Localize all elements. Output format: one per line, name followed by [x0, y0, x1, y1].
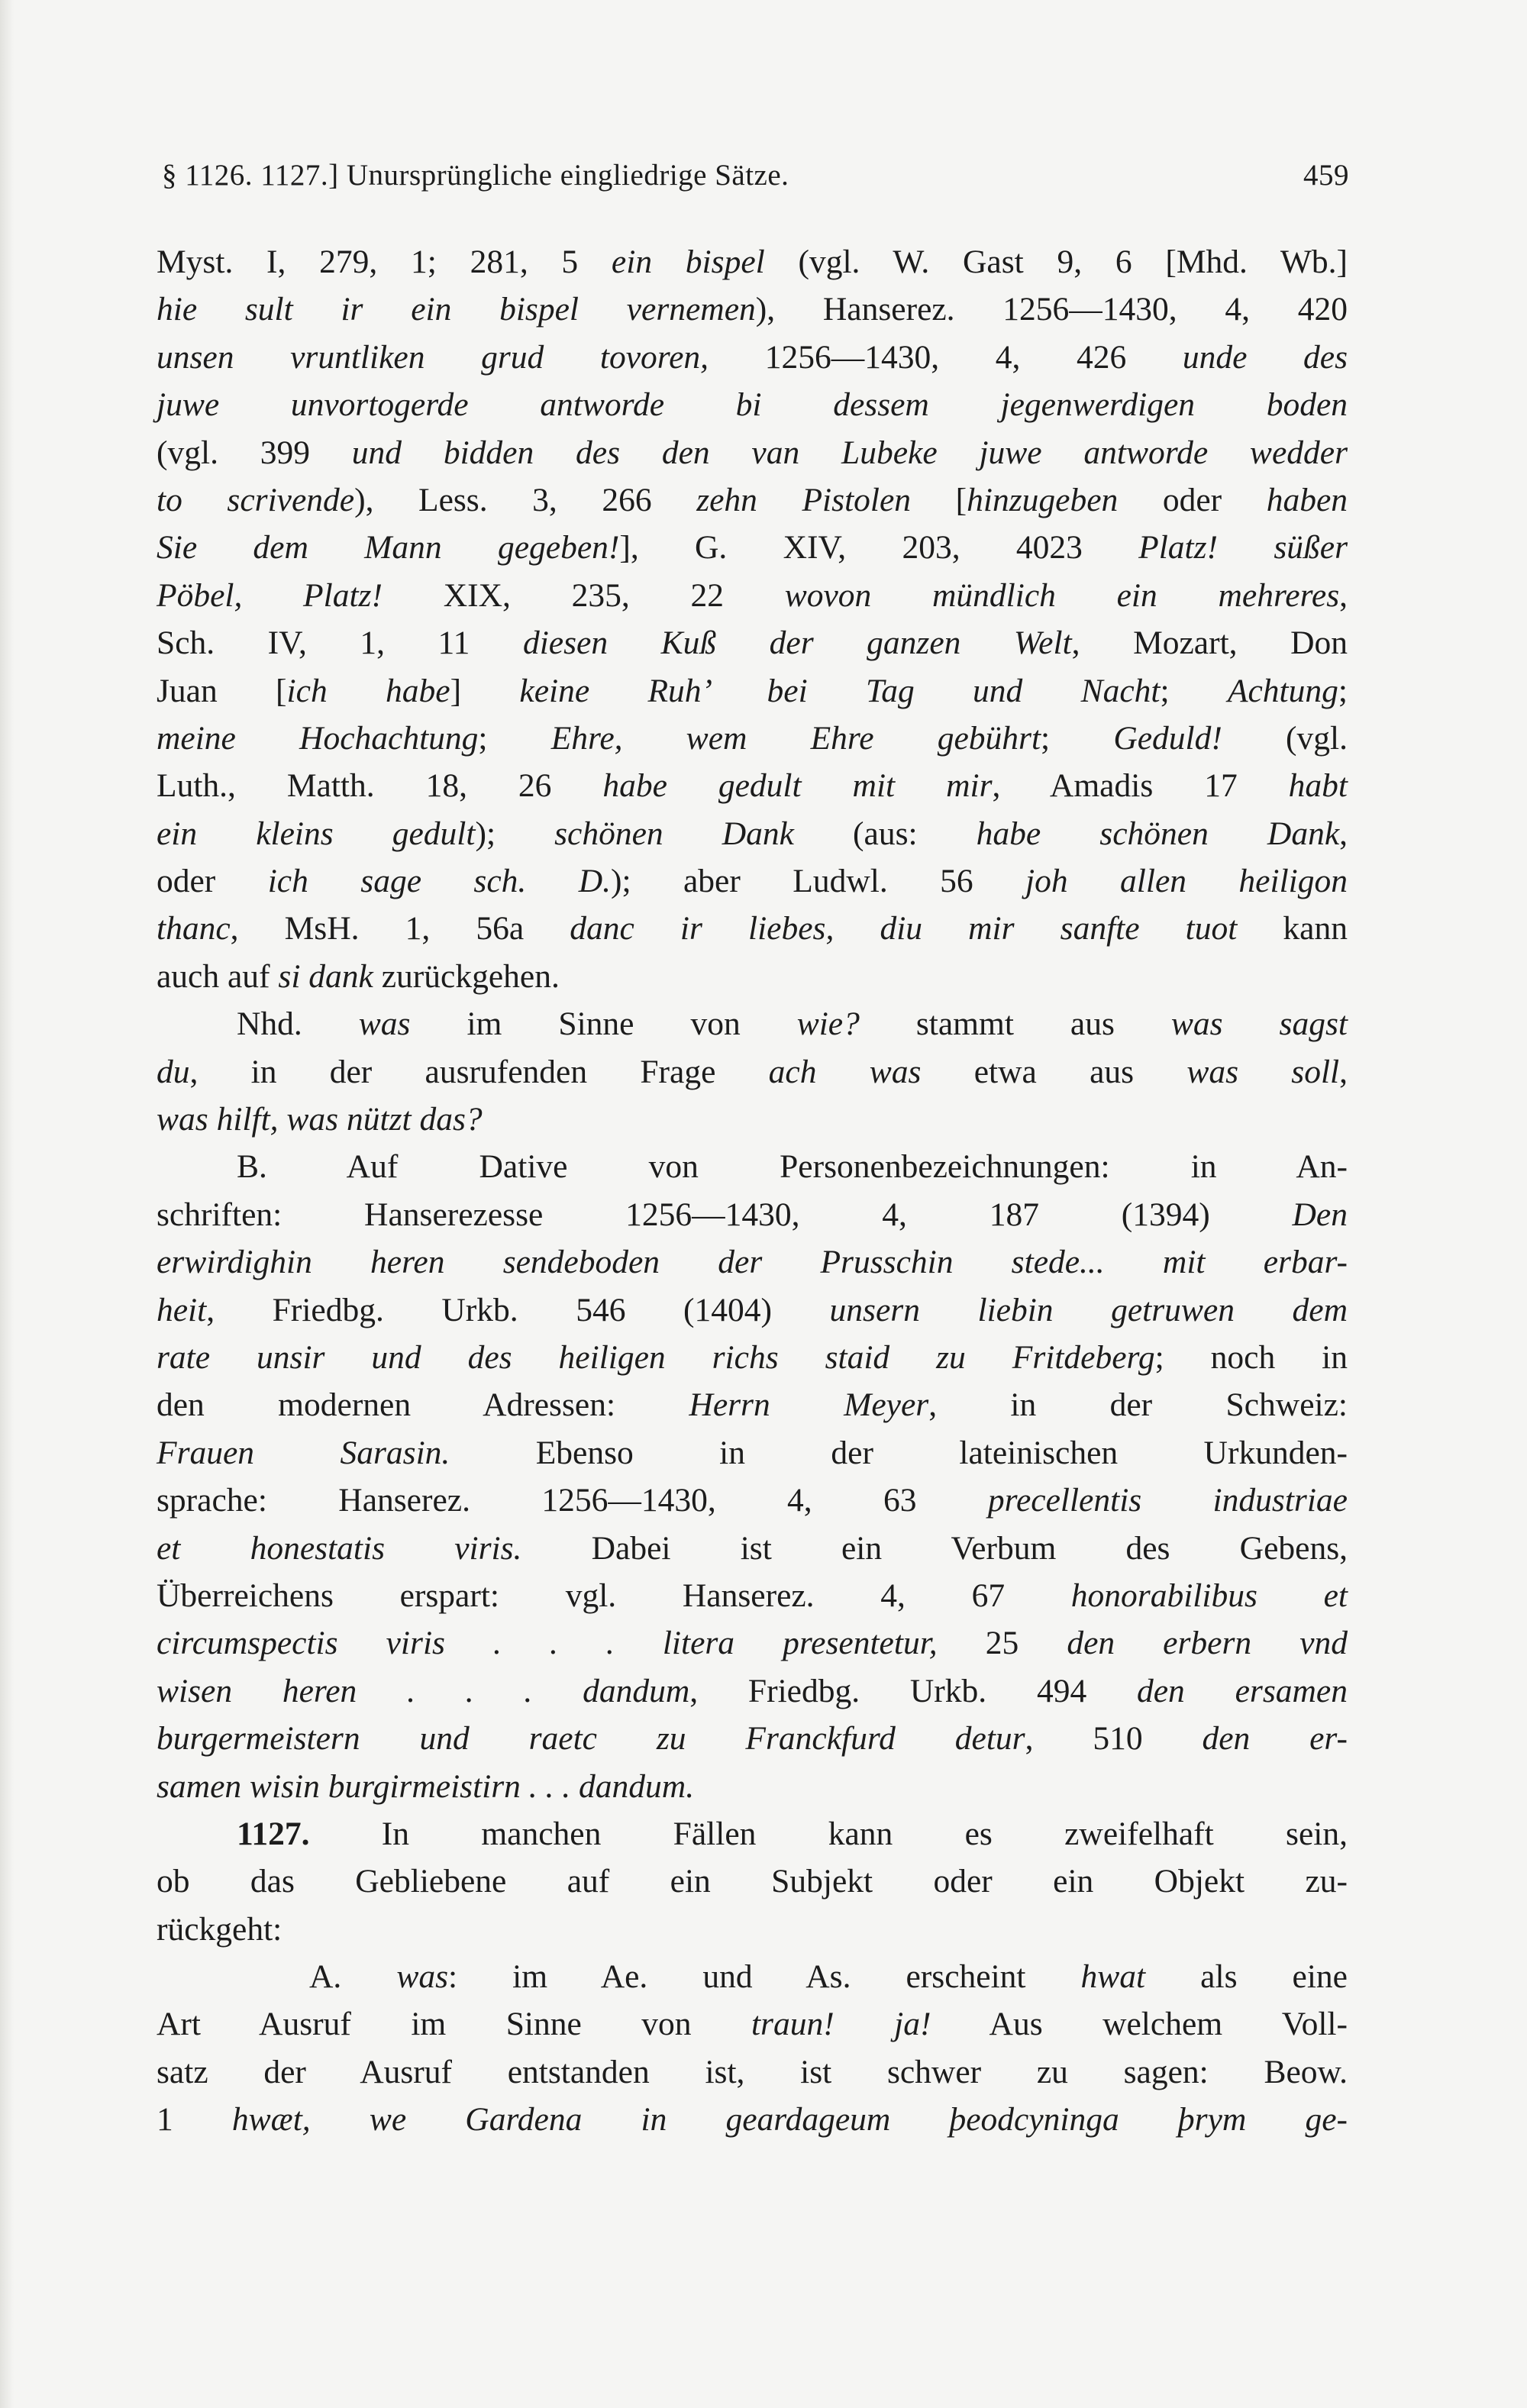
text-segment: Aus welchem Voll- — [931, 2006, 1348, 2043]
body-text — [157, 238, 1348, 2144]
text-segment: als eine — [1145, 1958, 1348, 1996]
text-segment: den modernen Adressen: — [157, 1386, 689, 1424]
text-segment: , MsH. 1, 56a — [230, 910, 570, 947]
italic-text: burgermeistern und raetc zu Franckfurd detur — [157, 1720, 1025, 1758]
running-title: § 1126. 1127.] Unursprüngliche eingliedrige Sätze. — [162, 159, 789, 192]
italic-text: ein bispel — [611, 244, 765, 280]
text-line — [157, 1286, 1348, 1334]
text-segment: ); aber Ludwl. 56 — [611, 863, 1026, 900]
text-line — [157, 1619, 1348, 1667]
italic-text: diesen Kuß der ganzen Welt — [522, 625, 1072, 662]
text-segment: , — [1339, 576, 1348, 614]
text-segment: Luth., Matth. 18, 26 — [157, 767, 603, 805]
text-line — [157, 1048, 1348, 1096]
italic-text: Frauen Sarasin. — [157, 1434, 450, 1471]
text-segment: ; noch in — [1154, 1338, 1348, 1376]
text-segment: [ — [911, 481, 967, 518]
text-line — [157, 429, 1348, 476]
italic-text: circumspectis viris . . . litera presentetur, — [157, 1625, 938, 1662]
text-line — [157, 1334, 1348, 1381]
italic-text: was — [396, 1958, 449, 1996]
text-segment: Art Ausruf im Sinne von — [157, 2006, 751, 2043]
text-line — [157, 1858, 1348, 1905]
italic-text: was soll — [1186, 1053, 1340, 1090]
italic-text: danc ir liebes, diu mir sanfte tuot — [570, 910, 1238, 947]
italic-text: Geduld! — [1113, 719, 1222, 757]
text-segment: ob das Gebliebene auf ein Subjekt oder ein Objekt zu- — [157, 1863, 1348, 1900]
text-line — [157, 334, 1348, 381]
italic-text: was sagst — [1170, 1005, 1348, 1043]
section-number: 1127. — [237, 1815, 310, 1852]
italic-text: und bidden des den van Lubeke juwe antworde wedder — [351, 434, 1348, 471]
text-line — [157, 1238, 1348, 1286]
text-segment: (vgl. W. Gast 9, 6 [Mhd. Wb.] — [764, 244, 1348, 280]
text-segment: ] — [450, 672, 520, 709]
text-segment: (vgl. — [1222, 719, 1348, 757]
text-segment: im Sinne von — [410, 1005, 797, 1043]
italic-text: et honestatis viris. — [157, 1529, 522, 1567]
italic-text: ach was — [768, 1053, 922, 1090]
italic-text: Herrn Meyer — [689, 1386, 929, 1424]
italic-text: ein kleins gedult — [157, 815, 476, 852]
italic-text: rate unsir und des heiligen richs staid zu Fritdeberg — [157, 1338, 1155, 1376]
page-number: 459 — [1303, 159, 1349, 192]
text-line — [157, 1715, 1348, 1762]
page-edge-shadow — [0, 0, 14, 2408]
italic-text: Sie dem Mann gegeben! — [157, 529, 620, 566]
italic-text: si dank — [278, 957, 373, 995]
italic-text: du — [157, 1053, 190, 1090]
text-line — [157, 1906, 1348, 1953]
text-segment: Myst. I, 279, 1; 281, 5 — [157, 244, 612, 280]
italic-text: thanc — [157, 910, 231, 947]
italic-text: den er- — [1202, 1720, 1348, 1758]
text-segment: satz der Ausruf entstanden ist, ist schwer zu sagen: Beow. — [157, 2053, 1348, 2090]
italic-text: wie? — [796, 1005, 860, 1043]
text-line — [157, 810, 1348, 857]
text-segment: ; — [478, 719, 551, 757]
text-line — [157, 286, 1348, 333]
text-line — [157, 715, 1348, 762]
text-line — [157, 476, 1348, 524]
italic-text: precellentis industriae — [987, 1482, 1348, 1519]
text-segment: (aus: — [793, 815, 977, 852]
italic-text: meine Hochachtung — [157, 719, 479, 757]
text-segment: : im Ae. und As. erscheint — [448, 1958, 1081, 1996]
italic-text: unsern liebin getruwen dem — [829, 1291, 1348, 1328]
italic-text: was hilft, was nützt das? — [157, 1101, 483, 1138]
text-line — [157, 1429, 1348, 1477]
text-segment: oder — [1118, 481, 1267, 518]
text-segment: Nhd. — [237, 1005, 359, 1043]
italic-text: habt — [1288, 767, 1348, 805]
italic-text: was — [358, 1005, 411, 1043]
text-segment: ); — [475, 815, 555, 852]
text-segment: sprache: Hanserez. 1256—1430, 4, 63 — [157, 1482, 988, 1519]
text-line — [157, 762, 1348, 809]
text-segment: Juan [ — [157, 672, 287, 709]
italic-text: habe schönen Dank — [976, 815, 1340, 852]
text-line — [157, 2000, 1348, 2048]
italic-text: joh allen heiligon — [1025, 863, 1348, 900]
italic-text: traun! ja! — [751, 2006, 931, 2043]
text-line — [157, 1477, 1348, 1524]
text-segment: , Friedbg. Urkb. 494 — [689, 1672, 1137, 1709]
italic-text: haben — [1266, 481, 1348, 518]
text-line — [157, 238, 1348, 286]
italic-text: habe gedult mit mir — [602, 767, 993, 805]
text-segment: , Mozart, Don — [1071, 625, 1348, 662]
text-line — [157, 381, 1348, 428]
page-header — [162, 153, 1349, 199]
italic-text: hwæt, we Gardena in geardageum þeodcyninga þrym ge- — [231, 2101, 1348, 2138]
text-line — [157, 1191, 1348, 1238]
text-line — [157, 1143, 1348, 1190]
italic-text: hie sult ir ein bispel vernemen — [157, 291, 756, 328]
text-segment: , — [1339, 1053, 1348, 1090]
text-segment: 1 — [157, 2101, 232, 2138]
text-line — [157, 619, 1348, 667]
italic-text: samen wisin burgirmeistirn . . . dandum. — [157, 1767, 695, 1805]
text-segment: schriften: Hanserezesse 1256—1430, 4, 187 (1394) — [157, 1196, 1293, 1233]
italic-text: keine Ruh’ bei Tag und Nacht — [519, 672, 1161, 709]
text-segment: Überreichens erspart: vgl. Hanserez. 4, 67 — [157, 1577, 1071, 1614]
italic-text: schönen Dank — [554, 815, 794, 852]
text-line — [157, 1000, 1348, 1047]
text-line — [157, 667, 1348, 715]
text-line — [157, 1381, 1348, 1428]
text-segment: 25 — [937, 1625, 1067, 1662]
text-segment: ; — [1338, 672, 1348, 709]
italic-text: to scrivende — [157, 481, 355, 518]
text-segment: XIX, 235, 22 — [382, 576, 785, 614]
text-line — [157, 1525, 1348, 1572]
text-line — [157, 905, 1348, 952]
italic-text: Achtung — [1227, 672, 1338, 709]
text-segment: , Amadis 17 — [992, 767, 1289, 805]
text-line — [157, 1953, 1348, 2000]
text-segment: rückgeht: — [157, 1910, 282, 1948]
italic-text: Platz! süßer — [1138, 529, 1348, 566]
italic-text: honorabilibus et — [1070, 1577, 1348, 1614]
text-segment: etwa aus — [921, 1053, 1187, 1090]
text-segment: kann — [1237, 910, 1348, 947]
italic-text: den ersamen — [1137, 1672, 1348, 1709]
text-segment: ), Less. 3, 266 — [354, 481, 697, 518]
text-segment: ; — [1160, 672, 1228, 709]
italic-text: juwe unvortogerde antworde bi dessem jegenwerdigen boden — [157, 386, 1348, 424]
italic-text: unsen vruntliken grud tovoren, — [157, 338, 709, 376]
text-line — [157, 524, 1348, 571]
text-segment: auch auf — [157, 957, 279, 995]
text-segment: stammt aus — [859, 1005, 1171, 1043]
italic-text: wovon mündlich ein mehreres — [784, 576, 1340, 614]
italic-text: hwat — [1080, 1958, 1146, 1996]
italic-text: Ehre, wem Ehre gebührt — [550, 719, 1041, 757]
text-segment: , 510 — [1025, 1720, 1203, 1758]
italic-text: den erbern vnd — [1067, 1625, 1348, 1662]
text-segment: oder — [157, 863, 268, 900]
text-segment: B. Auf Dative von Personenbezeichnungen: in An- — [237, 1148, 1348, 1186]
italic-text: ich habe — [286, 672, 450, 709]
text-line — [157, 572, 1348, 619]
text-segment: zurückgehen. — [373, 957, 560, 995]
text-segment: ), Hanserez. 1256—1430, 4, 420 — [755, 291, 1348, 328]
text-line — [157, 1810, 1348, 1858]
text-segment: , in der Schweiz: — [928, 1386, 1348, 1424]
text-segment: , Friedbg. Urkb. 546 (1404) — [206, 1291, 830, 1328]
italic-text: Den — [1292, 1196, 1348, 1233]
italic-text: heit — [157, 1291, 207, 1328]
text-segment: A. — [309, 1958, 397, 1996]
text-segment: Sch. IV, 1, 11 — [157, 625, 523, 662]
text-line — [157, 1667, 1348, 1715]
italic-text: zehn Pistolen — [696, 481, 912, 518]
text-segment: 1256—1430, 4, 426 — [709, 338, 1183, 376]
text-segment: , — [1339, 815, 1348, 852]
italic-text: hinzugeben — [967, 481, 1119, 518]
italic-text: erwirdighin heren sendeboden der Prusschin stede... mit erbar- — [157, 1244, 1348, 1281]
italic-text: wisen heren . . . dandum — [157, 1672, 690, 1709]
text-segment: In manchen Fällen kann es zweifelhaft sein, — [309, 1815, 1348, 1852]
text-segment: ; — [1041, 719, 1114, 757]
text-segment: (vgl. 399 — [157, 434, 352, 471]
italic-text: unde des — [1182, 338, 1348, 376]
text-line — [157, 1096, 1348, 1143]
italic-text: Pöbel, Platz! — [157, 576, 383, 614]
text-line — [157, 953, 1348, 1000]
text-line — [157, 2096, 1348, 2143]
text-line — [157, 2048, 1348, 2096]
italic-text: ich sage sch. D. — [267, 863, 611, 900]
text-segment: ], G. XIV, 203, 4023 — [619, 529, 1139, 566]
text-segment: , in der ausrufenden Frage — [189, 1053, 769, 1090]
text-segment: Ebenso in der lateinischen Urkunden- — [450, 1434, 1348, 1471]
text-line — [157, 1572, 1348, 1619]
text-line — [157, 1763, 1348, 1810]
text-segment: Dabei ist ein Verbum des Gebens, — [521, 1529, 1348, 1567]
text-line — [157, 857, 1348, 905]
